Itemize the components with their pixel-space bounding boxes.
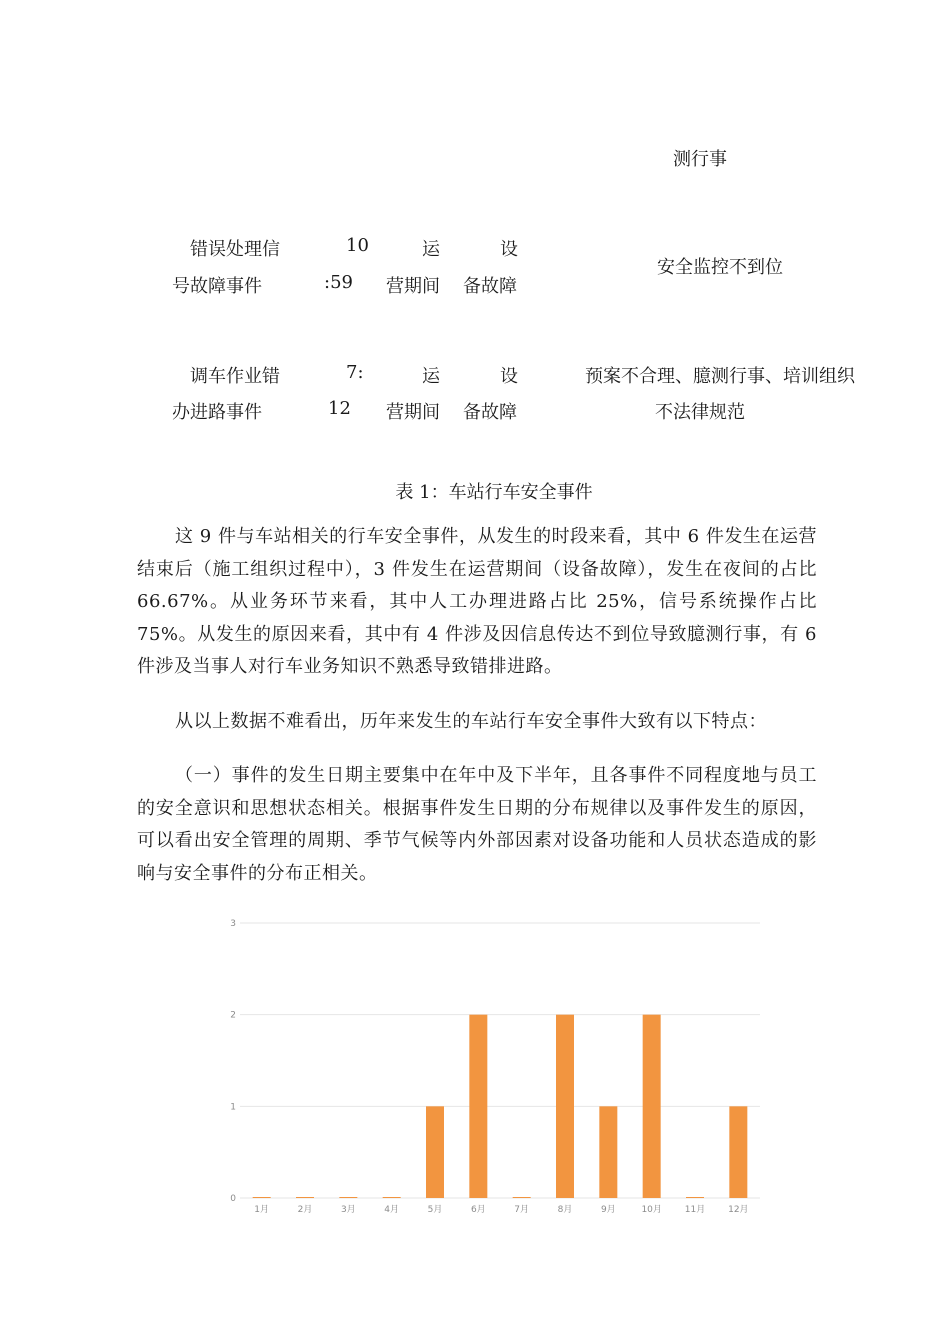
x-tick-label: 3月 [340,1205,356,1215]
y-tick-label: 0 [230,1194,236,1204]
table-cell-measures-row0: 测行事 [673,149,727,170]
bar [729,1106,747,1198]
x-tick-label: 4月 [384,1205,400,1215]
chart-x-ticks [254,1204,748,1215]
chart-y-ticks [230,919,236,1204]
x-tick-label: 7月 [514,1205,530,1215]
x-tick-label: 12月 [728,1205,749,1215]
y-tick-label: 1 [230,1102,236,1113]
x-tick-label: 2月 [297,1205,313,1215]
chart-gridlines [240,923,760,1198]
y-tick-label: 3 [230,919,236,929]
bar [296,1197,314,1198]
x-tick-label: 9月 [600,1205,616,1215]
table-caption: 表 1：车站行车安全事件 [395,482,593,503]
x-tick-label: 6月 [470,1205,486,1215]
x-tick-label: 8月 [557,1205,573,1215]
bar [469,1015,487,1198]
paragraph: 从以上数据不难看出，历年来发生的车站行车安全事件大致有以下特点： [175,711,767,732]
bar [686,1197,704,1198]
y-tick-label: 2 [230,1010,236,1021]
monthly-events-bar-chart [210,908,770,1228]
bar [599,1106,617,1198]
paragraph: （一）事件的发生日期主要集中在年中及下半年，且各事件不同程度地与员工的安全意识和思想状态相关。根据事件发生日期的分布规律以及事件发生的原因，可以看出安全管理的周期、季节气候等内外部因素对设备功能和人员状态造成的影响与安全事件的分布正相关。 [137,765,817,884]
bar [253,1197,271,1198]
paragraph: 这 9 件与车站相关的行车安全事件，从发生的时段来看，其中 6 件发生在运营结束后（施工组织过程中），3 件发生在运营期间（设备故障），发生在夜间的占比 66.67%。从业务环节来看，其中人工办理进路占比 25%，信号系统操作占比 75%。从发生的原因来看，其中有 4 件涉及因信息传达不到位导致臆测行事，有 6 件涉及当事人对行车业务知识不熟悉导致错排进路。 [137,526,817,677]
bar [643,1015,661,1198]
x-tick-label: 1月 [254,1205,270,1215]
bar [339,1197,357,1198]
bar [556,1015,574,1198]
event-measures: 安全监控不到位 [657,257,783,278]
bar [513,1197,531,1198]
x-tick-label: 5月 [427,1205,443,1215]
bar [426,1106,444,1198]
x-tick-label: 10月 [641,1205,662,1215]
bar [383,1197,401,1198]
x-tick-label: 11月 [684,1205,706,1215]
